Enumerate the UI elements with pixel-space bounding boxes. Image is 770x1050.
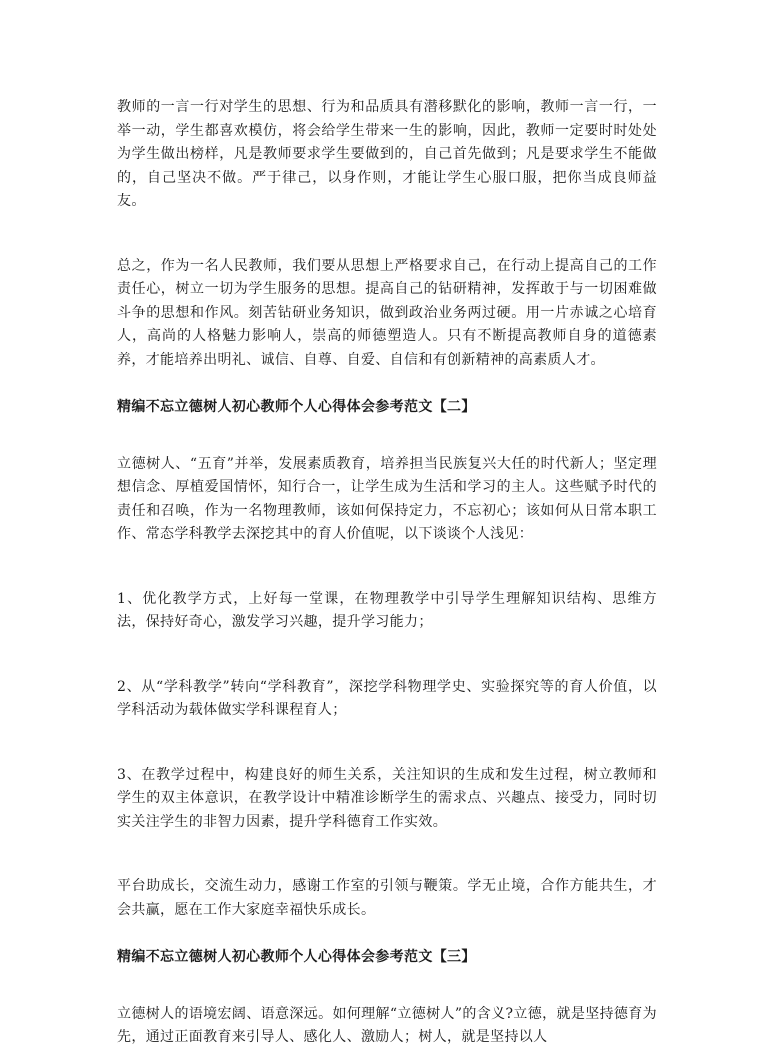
- paragraph: 总之，作为一名人民教师，我们要从思想上严格要求自己，在行动上提高自己的工作责任心，树立一切为学生服务的思想。提高自己的钻研精神，发挥敢于与一切困难做斗争的思想和作风。刻苦钻研业务知识，做到政治业务两过硬。用一片赤诚之心培育人，高尚的人格魅力影响人，崇高的师德塑造人。只有不断提高教师自身的道德素养，才能培养出明礼、诚信、自尊、自爱、自信和有创新精神的高素质人才。: [117, 257, 657, 368]
- document-page: [117, 96, 657, 1050]
- section-heading: 精编不忘立德树人初心教师个人心得体会参考范文【二】: [117, 399, 476, 415]
- list-item: 2、从“学科教学”转向“学科教育”，深挖学科物理学史、实验探究等的育人价值，以学科活动为载体做实学科课程育人；: [117, 678, 657, 718]
- list-item: 3、在教学过程中，构建良好的师生关系，关注知识的生成和发生过程，树立教师和学生的双主体意识，在教学设计中精准诊断学生的需求点、兴趣点、接受力，同时切实关注学生的非智力因素，提升学科德育工作实效。: [117, 766, 657, 830]
- paragraph: 平台助成长，交流生动力，感谢工作室的引领与鞭策。学无止境，合作方能共生，才会共赢，愿在工作大家庭幸福快乐成长。: [117, 878, 657, 918]
- paragraph: 立德树人、“五育”并举，发展素质教育，培养担当民族复兴大任的时代新人；坚定理想信念、厚植爱国情怀，知行合一，让学生成为生活和学习的主人。这些赋予时代的责任和召唤，作为一名物理教师，该如何保持定力，不忘初心；该如何从日常本职工作、常态学科教学去深挖其中的育人价值呢，以下谈谈个人浅见：: [117, 455, 657, 542]
- list-item: 1、优化教学方式，上好每一堂课，在物理教学中引导学生理解知识结构、思维方法，保持好奇心，激发学习兴趣，提升学习能力；: [117, 590, 657, 630]
- section-heading: 精编不忘立德树人初心教师个人心得体会参考范文【三】: [117, 949, 476, 965]
- paragraph: 教师的一言一行对学生的思想、行为和品质具有潜移默化的影响，教师一言一行，一举一动，学生都喜欢模仿，将会给学生带来一生的影响，因此，教师一定要时时处处为学生做出榜样，凡是教师要求学生要做到的，自己首先做到；凡是要求学生不能做的，自己坚决不做。严于律己，以身作则，才能让学生心服口服，把你当成良师益友。: [117, 99, 657, 209]
- paragraph: 立德树人的语境宏阔、语意深远。如何理解“立德树人”的含义?立德，就是坚持德育为先，通过正面教育来引导人、感化人、激励人；树人，就是坚持以人: [117, 1005, 657, 1045]
